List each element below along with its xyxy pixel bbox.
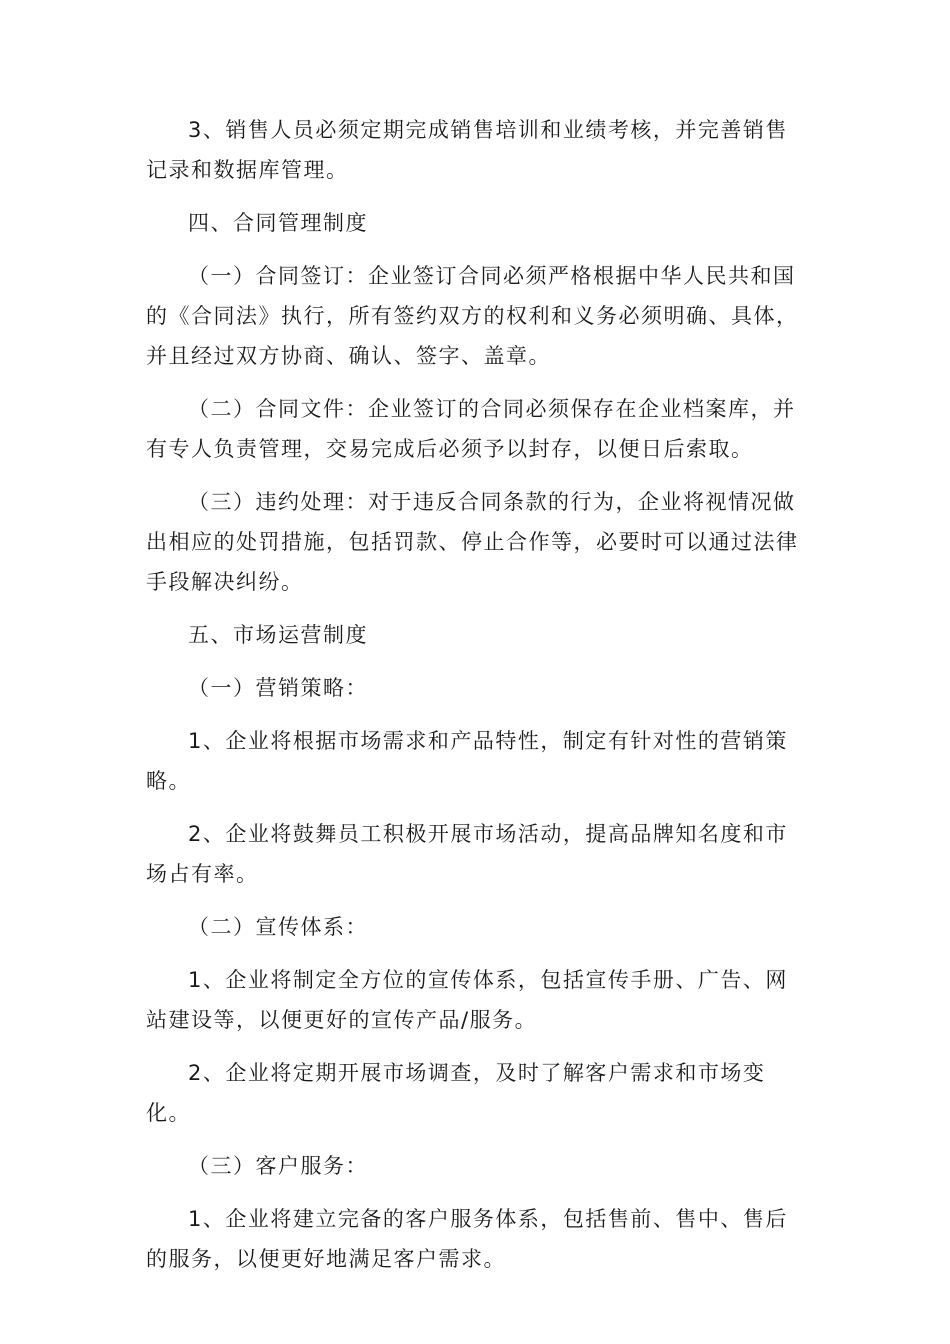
paragraph-sales-training: 3、销售人员必须定期完成销售培训和业绩考核，并完善销售记录和数据库管理。 [146,118,788,182]
heading-market-operations: 五、市场运营制度 [188,623,368,647]
paragraph-breach-handling: （三）违约处理：对于违反合同条款的行为，企业将视情况做出相应的处罚措施，包括罚款、停止合作等，必要时可以通过法律手段解决纠纷。 [146,490,799,594]
paragraph-marketing-item-2: 2、企业将鼓舞员工积极开展市场活动，提高品牌知名度和市场占有率。 [146,822,788,886]
paragraph-contract-signing: （一）合同签订：企业签订合同必须严格根据中华人民共和国的《合同法》执行，所有签约双方的权利和义务必须明确、具体，并且经过双方协商、确认、签字、盖章。 [146,264,799,368]
paragraph-customer-service-item-1: 1、企业将建立完备的客户服务体系，包括售前、售中、售后的服务，以便更好地满足客户需求。 [146,1207,788,1271]
paragraph-contract-documents: （二）合同文件：企业签订的合同必须保存在企业档案库，并有专人负责管理，交易完成后必须予以封存，以便日后索取。 [146,397,796,461]
subheading-customer-service: （三）客户服务： [188,1154,368,1178]
document-body [146,110,808,1292]
subheading-promotion-system: （二）宣传体系： [188,915,368,939]
paragraph-promotion-item-1: 1、企业将制定全方位的宣传体系，包括宣传手册、广告、网站建设等，以便更好的宣传产品/服务。 [146,968,788,1032]
subheading-marketing-strategy: （一）营销策略： [188,676,368,700]
heading-contract-management: 四、合同管理制度 [188,211,368,235]
paragraph-marketing-item-1: 1、企业将根据市场需求和产品特性，制定有针对性的营销策略。 [146,729,788,793]
paragraph-promotion-item-2: 2、企业将定期开展市场调查，及时了解客户需求和市场变化。 [146,1061,766,1125]
